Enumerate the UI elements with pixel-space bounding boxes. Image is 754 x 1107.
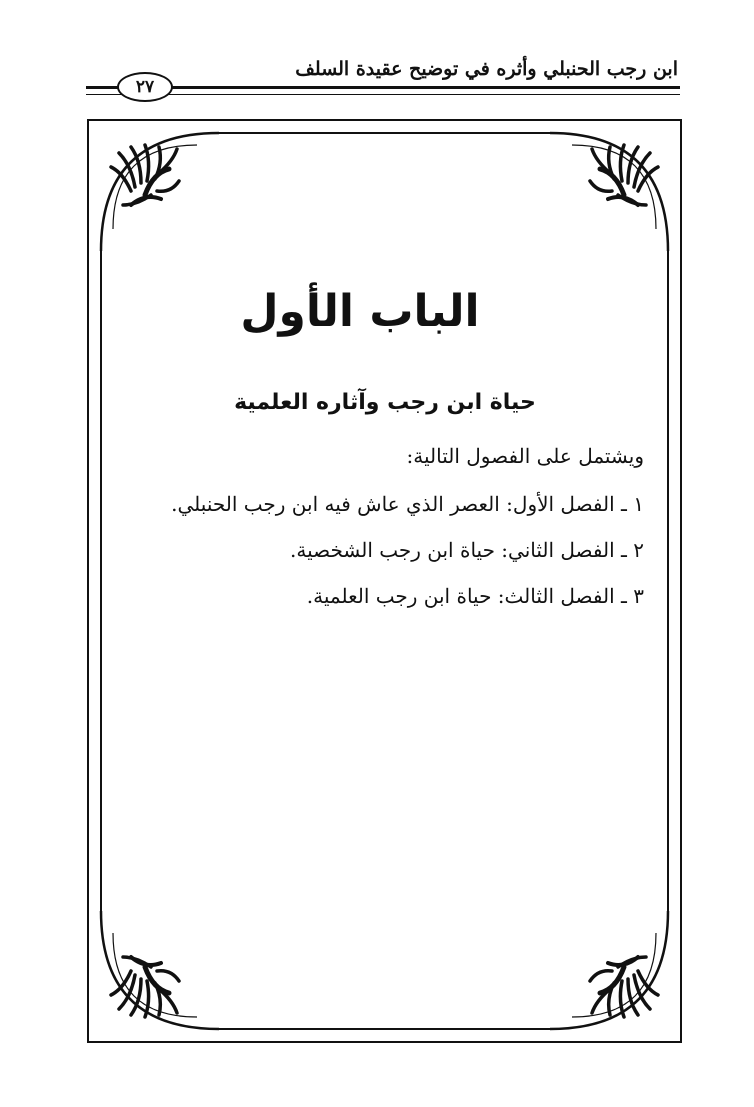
page-number: ٢٧ — [117, 72, 173, 102]
chapter-list — [171, 486, 644, 624]
chapter-intro: ويشتمل على الفصول التالية: — [406, 444, 644, 468]
chapter-title: الباب الأول — [240, 286, 480, 337]
corner-ornament-top-right — [550, 133, 668, 251]
chapter-subtitle: حياة ابن رجب وآثاره العلمية — [234, 390, 536, 415]
chapter-item: ٢ ـ الفصل الثاني: حياة ابن رجب الشخصية. — [290, 538, 644, 562]
header-rule — [86, 86, 680, 95]
corner-ornament-bottom-left — [101, 911, 219, 1029]
corner-ornament-bottom-right — [550, 911, 668, 1029]
running-header: ابن رجب الحنبلي وأثره في توضيح عقيدة السلف — [295, 58, 678, 80]
corner-ornament-top-left — [101, 133, 219, 251]
chapter-item: ١ ـ الفصل الأول: العصر الذي عاش فيه ابن رجب الحنبلي. — [171, 492, 644, 516]
chapter-item: ٣ ـ الفصل الثالث: حياة ابن رجب العلمية. — [306, 584, 644, 608]
